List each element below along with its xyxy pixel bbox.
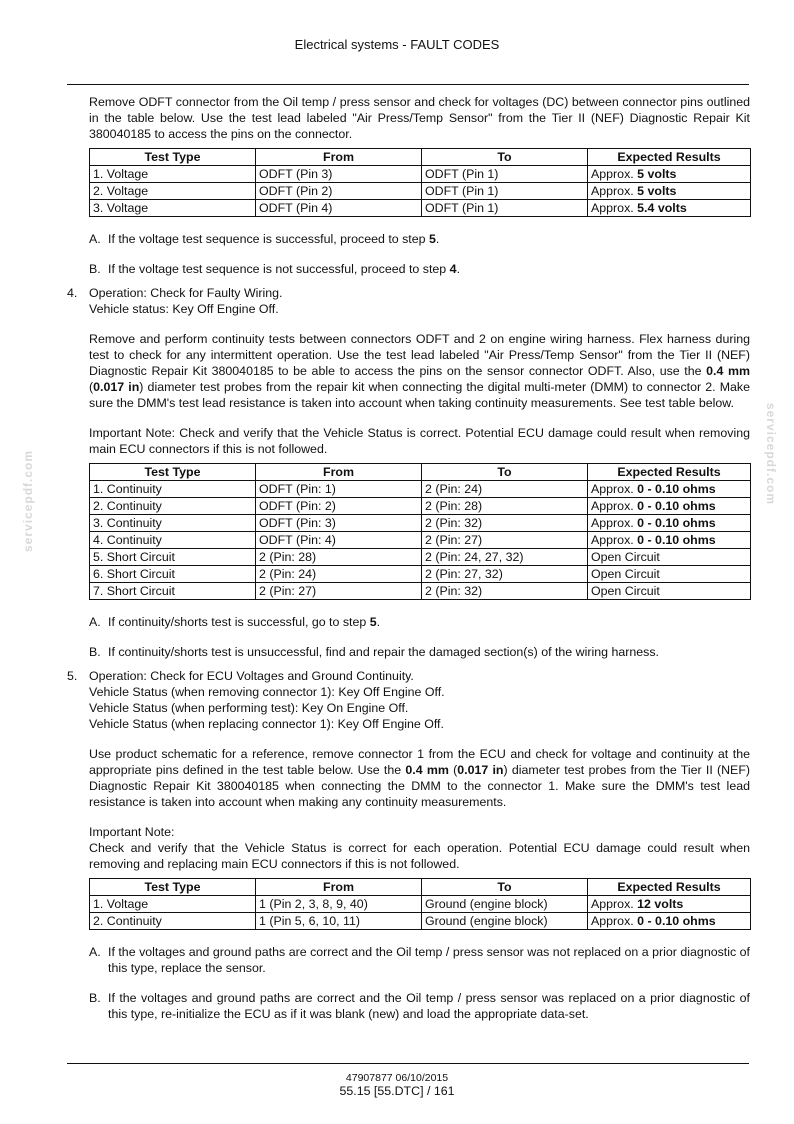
ecu-test-table <box>89 878 751 930</box>
step-number: 4. <box>67 286 78 300</box>
step5-option-a <box>89 944 750 976</box>
table-row <box>90 566 751 583</box>
cell-expected <box>588 515 751 532</box>
header-from: From <box>256 464 422 481</box>
cell-value: 0 - 0.10 ohms <box>637 914 716 928</box>
header-expected: Expected Results <box>588 149 751 166</box>
cell-expected <box>588 532 751 549</box>
option-label: B. <box>89 262 101 276</box>
table-row <box>90 166 751 183</box>
dimension-inch: 0.017 in <box>457 763 504 777</box>
step-4 <box>67 285 750 317</box>
option-body: If the voltage test sequence is successful, proceed to step <box>108 232 426 246</box>
option-label: A. <box>89 945 101 959</box>
cell-value: 0 - 0.10 ohms <box>637 499 716 513</box>
step-number: 5. <box>67 669 78 683</box>
para-text: Remove and perform continuity tests between connectors ODFT and 2 on engine wiring harness. Flex harness during test to check for any intermittent operation. Use the test lead labeled "Air Press/Temp Sensor" from the Tier II (NEF) Diagnostic Repair Kit 380040185 to be able to access the pins on the sensor connector ODFT. Also, use the <box>89 332 750 378</box>
option-text: If continuity/shorts test is unsuccessful, find and repair the damaged section(s) of the wiring harness. <box>108 645 659 659</box>
step5-operation: Operation: Check for ECU Voltages and Ground Continuity. <box>89 669 414 683</box>
step4-important-note: Important Note: Check and verify that the Vehicle Status is correct. Potential ECU damage could result when removing main ECU connectors if this is not followed. <box>89 426 750 456</box>
cell-from: 2 (Pin: 24) <box>256 566 422 583</box>
cell-prefix: Approx. <box>591 516 634 530</box>
cell-from: ODFT (Pin 2) <box>256 183 422 200</box>
cell-expected <box>588 481 751 498</box>
option-text <box>108 614 750 630</box>
cell-to: ODFT (Pin 1) <box>422 166 588 183</box>
option-label: B. <box>89 991 101 1005</box>
cell-prefix: Approx. <box>591 499 634 513</box>
dimension-mm: 0.4 mm <box>405 763 449 777</box>
option-label: A. <box>89 615 101 629</box>
cell-test-type: 7. Short Circuit <box>90 583 256 600</box>
cell-to: 2 (Pin: 32) <box>422 583 588 600</box>
header-to: To <box>422 464 588 481</box>
dimension-mm: 0.4 mm <box>706 364 750 378</box>
option-end: . <box>435 232 440 246</box>
para-text: ( <box>89 380 94 394</box>
option-text <box>108 261 750 277</box>
cell-prefix: Approx. <box>591 482 634 496</box>
dimension-inch: 0.017 in <box>93 380 140 394</box>
cell-expected <box>588 913 751 930</box>
option-body: If the voltage test sequence is not successful, proceed to step <box>108 262 447 276</box>
cell-to: Ground (engine block) <box>422 913 588 930</box>
cell-prefix: Approx. <box>591 184 634 198</box>
table-row <box>90 481 751 498</box>
cell-expected: Open Circuit <box>588 549 751 566</box>
para-text: Use product schematic for a reference, remove connector 1 from the ECU and check for voltage and continuity at the appropriate pins defined in the test table below. Use the <box>89 747 750 777</box>
cell-to: 2 (Pin: 28) <box>422 498 588 515</box>
page-content <box>67 94 751 1022</box>
option-label: B. <box>89 645 101 659</box>
page-header: Electrical systems - FAULT CODES <box>294 37 500 52</box>
step-ref: 4 <box>449 262 457 276</box>
header-to: To <box>422 149 588 166</box>
para-text: ( <box>448 763 458 777</box>
cell-test-type: 3. Continuity <box>90 515 256 532</box>
step5-paragraph <box>89 746 750 810</box>
cell-to: ODFT (Pin 1) <box>422 200 588 217</box>
table-row <box>90 583 751 600</box>
cell-expected: Open Circuit <box>588 583 751 600</box>
cell-expected: Open Circuit <box>588 566 751 583</box>
table-row <box>90 913 751 930</box>
cell-expected <box>588 498 751 515</box>
table-row <box>90 183 751 200</box>
cell-to: ODFT (Pin 1) <box>422 183 588 200</box>
step-ref: 5 <box>369 615 377 629</box>
cell-to: 2 (Pin: 24) <box>422 481 588 498</box>
cell-to: 2 (Pin: 24, 27, 32) <box>422 549 588 566</box>
step5-status-testing: Vehicle Status (when performing test): Key On Engine Off. <box>89 701 409 715</box>
cell-test-type: 3. Voltage <box>90 200 256 217</box>
para-text: ) diameter test probes from the Tier II (NEF) Diagnostic Repair Kit 380040185 when connecting the DMM to the connector 1. Make sure the DMM's test lead resistance is taken into account when making any continuity measurements. <box>89 763 751 809</box>
cell-from: 2 (Pin: 27) <box>256 583 422 600</box>
footer-page-number: 55.15 [55.DTC] / 161 <box>339 1084 455 1098</box>
cell-test-type: 2. Voltage <box>90 183 256 200</box>
continuity-test-table <box>89 463 751 600</box>
cell-value: 12 volts <box>637 897 684 911</box>
cell-test-type: 2. Continuity <box>90 913 256 930</box>
cell-test-type: 1. Voltage <box>90 896 256 913</box>
cell-to: 2 (Pin: 32) <box>422 515 588 532</box>
step5-note-title: Important Note: <box>89 825 175 839</box>
step4-status: Vehicle status: Key Off Engine Off. <box>89 302 279 316</box>
header-test-type: Test Type <box>90 149 256 166</box>
cell-from: 2 (Pin: 28) <box>256 549 422 566</box>
cell-from: 1 (Pin 2, 3, 8, 9, 40) <box>256 896 422 913</box>
step4-operation: Operation: Check for Faulty Wiring. <box>89 286 283 300</box>
step4-option-a <box>89 614 750 630</box>
cell-prefix: Approx. <box>591 914 634 928</box>
cell-value: 5 volts <box>637 184 677 198</box>
option-text: If the voltages and ground paths are correct and the Oil temp / press sensor was replaced on a prior diagnostic of this type, re-initialize the ECU as if it was blank (new) and load the appropriate data-set. <box>108 991 750 1021</box>
cell-expected <box>588 200 751 217</box>
cell-expected <box>588 166 751 183</box>
header-expected: Expected Results <box>588 464 751 481</box>
option-text: If the voltages and ground paths are correct and the Oil temp / press sensor was not replaced on a prior diagnostic of this type, replace the sensor. <box>108 945 750 975</box>
header-test-type: Test Type <box>90 879 256 896</box>
cell-from: ODFT (Pin: 1) <box>256 481 422 498</box>
option-label: A. <box>89 232 101 246</box>
cell-from: ODFT (Pin 4) <box>256 200 422 217</box>
cell-value: 0 - 0.10 ohms <box>637 482 716 496</box>
header-test-type: Test Type <box>90 464 256 481</box>
header-rule <box>67 84 749 85</box>
cell-prefix: Approx. <box>591 201 634 215</box>
header-expected: Expected Results <box>588 879 751 896</box>
step3-option-b <box>89 261 750 277</box>
cell-prefix: Approx. <box>591 167 634 181</box>
table-row <box>90 498 751 515</box>
cell-value: 5.4 volts <box>637 201 687 215</box>
table-row <box>90 896 751 913</box>
cell-value: 0 - 0.10 ohms <box>637 533 716 547</box>
cell-from: 1 (Pin 5, 6, 10, 11) <box>256 913 422 930</box>
step5-important-note: Check and verify that the Vehicle Status is correct for each operation. Potential ECU damage could result when removing and replacing main ECU connectors if this is not followed. <box>89 841 750 871</box>
watermark-right: servicepdf.com <box>764 402 778 505</box>
footer-doc-id: 47907877 06/10/2015 <box>345 1072 449 1084</box>
cell-from: ODFT (Pin: 4) <box>256 532 422 549</box>
header-from: From <box>256 879 422 896</box>
intro-paragraph: Remove ODFT connector from the Oil temp / press sensor and check for voltages (DC) between connector pins outlined in the table below. Use the test lead labeled "Air Press/Temp Sensor" from the Tier II (NEF) Diagnostic Repair Kit 380040185 to access the pins on the connector. <box>89 95 750 141</box>
cell-from: ODFT (Pin: 3) <box>256 515 422 532</box>
header-from: From <box>256 149 422 166</box>
step5-status-removing: Vehicle Status (when removing connector 1): Key Off Engine Off. <box>89 685 445 699</box>
table-header-row <box>90 149 751 166</box>
cell-prefix: Approx. <box>591 533 634 547</box>
table-header-row <box>90 464 751 481</box>
cell-test-type: 4. Continuity <box>90 532 256 549</box>
step4-paragraph <box>89 331 750 411</box>
cell-to: 2 (Pin: 27) <box>422 532 588 549</box>
cell-to: 2 (Pin: 27, 32) <box>422 566 588 583</box>
step3-option-a <box>89 231 750 247</box>
step-ref: 5 <box>428 232 436 246</box>
step5-option-b <box>89 990 750 1022</box>
watermark-left: servicepdf.com <box>21 449 35 552</box>
table-row <box>90 515 751 532</box>
cell-test-type: 2. Continuity <box>90 498 256 515</box>
table-header-row <box>90 879 751 896</box>
header-to: To <box>422 879 588 896</box>
cell-from: ODFT (Pin: 2) <box>256 498 422 515</box>
cell-test-type: 1. Continuity <box>90 481 256 498</box>
cell-expected <box>588 896 751 913</box>
cell-test-type: 5. Short Circuit <box>90 549 256 566</box>
option-body: If continuity/shorts test is successful, go to step <box>108 615 367 629</box>
table-row <box>90 532 751 549</box>
step-5 <box>67 668 750 732</box>
voltage-test-table <box>89 148 751 217</box>
cell-value: 0 - 0.10 ohms <box>637 516 716 530</box>
cell-prefix: Approx. <box>591 897 634 911</box>
cell-value: 5 volts <box>637 167 677 181</box>
cell-test-type: 1. Voltage <box>90 166 256 183</box>
cell-from: ODFT (Pin 3) <box>256 166 422 183</box>
option-end: . <box>376 615 381 629</box>
step4-option-b <box>89 644 750 660</box>
cell-to: Ground (engine block) <box>422 896 588 913</box>
cell-expected <box>588 183 751 200</box>
cell-test-type: 6. Short Circuit <box>90 566 256 583</box>
option-end: . <box>456 262 461 276</box>
table-row <box>90 200 751 217</box>
table-row <box>90 549 751 566</box>
footer-rule <box>67 1063 749 1064</box>
option-text <box>108 231 750 247</box>
para-text: ) diameter test probes from the repair kit when connecting the digital multi-meter (DMM) to connector 2. Make sure the DMM's test lead resistance is taken into account when taking continuity measurements. See test table below. <box>89 380 751 410</box>
step5-status-replacing: Vehicle Status (when replacing connector 1): Key Off Engine Off. <box>89 717 444 731</box>
